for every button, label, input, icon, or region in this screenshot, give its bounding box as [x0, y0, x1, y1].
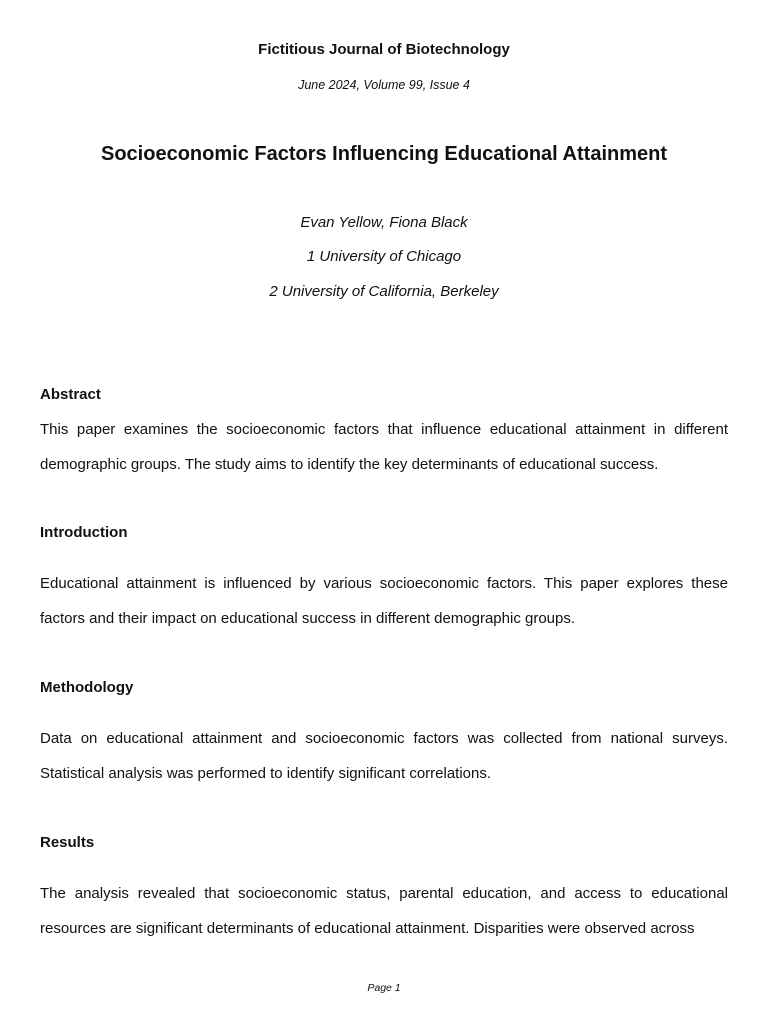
methodology-heading: Methodology: [40, 679, 134, 696]
page-number: Page 1: [367, 982, 401, 994]
results-heading: Results: [40, 834, 95, 851]
introduction-text: Educational attainment is influenced by various socioeconomic factors. This paper explores these factors and their impact on educational success in different demographic groups.: [40, 575, 728, 627]
affiliation-1: 1 University of Chicago: [306, 248, 462, 265]
abstract-heading: Abstract: [40, 386, 101, 403]
abstract-text: This paper examines the socioeconomic factors that influence educational attainment in different demographic groups. The study aims to identify the key determinants of educational success.: [40, 421, 728, 473]
journal-name: Fictitious Journal of Biotechnology: [258, 41, 510, 58]
affiliation-2: 2 University of California, Berkeley: [269, 283, 499, 300]
introduction-heading: Introduction: [40, 524, 128, 541]
results-text: The analysis revealed that socioeconomic status, parental education, and access to educational resources are significant determinants of educational attainment. Disparities were observed across: [40, 885, 728, 937]
author-names: Evan Yellow, Fiona Black: [300, 214, 468, 231]
paper-title: Socioeconomic Factors Influencing Educational Attainment: [101, 143, 667, 165]
issue-info: June 2024, Volume 99, Issue 4: [298, 78, 470, 92]
methodology-text: Data on educational attainment and socioeconomic factors was collected from national surveys. Statistical analysis was performed to identify significant correlations.: [40, 730, 728, 782]
